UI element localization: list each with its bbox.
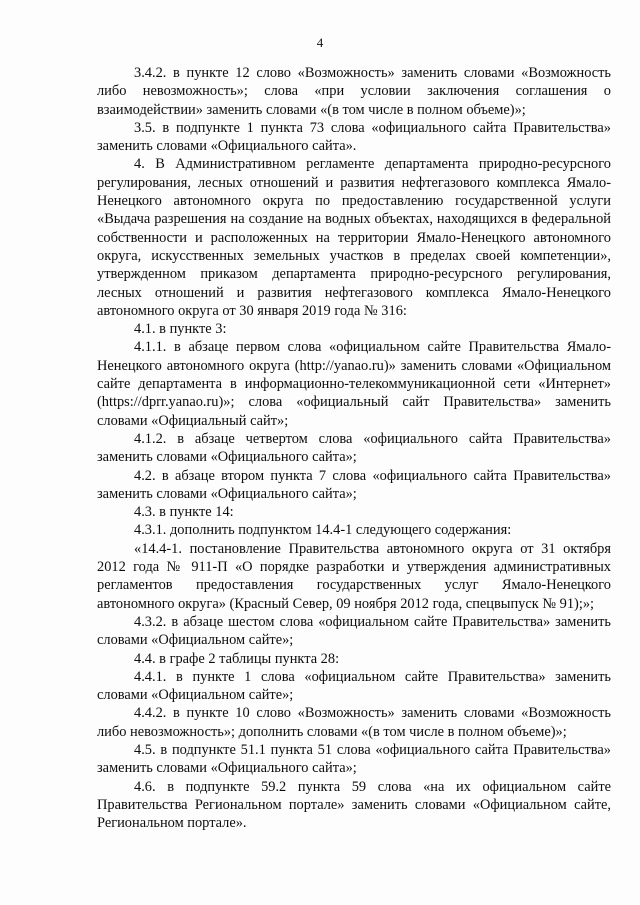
paragraph-4-3-1: 4.3.1. дополнить подпунктом 14.4-1 следующего содержания:: [134, 522, 512, 539]
paragraph-4-6: 4.6. в подпункте 59.2 пункта 59 слова «на их официальном сайте Правительства Региональном портале» заменить словами «Официальном сайте, Региональном портале».: [97, 778, 611, 832]
document-body: [97, 64, 611, 832]
paragraph-4-1-1: 4.1.1. в абзаце первом слова «официальном сайте Правительства Ямало-Ненецкого автономного округа (http://yanao.ru)» заменить словами «Официальном сайте департамента в информационно-телекоммуникационной сети «Интернет» (https://dprr.yanao.ru)»; слова «официальный сайт Правительства» заменить словами «Официальный сайт»;: [97, 339, 611, 429]
paragraph-4-3: 4.3. в пункте 14:: [134, 504, 234, 521]
paragraph-3-5: 3.5. в подпункте 1 пункта 73 слова «официального сайта Правительства» заменить словами «Официального сайта».: [97, 119, 611, 155]
paragraph-4-1-2: 4.1.2. в абзаце четвертом слова «официального сайта Правительства» заменить словами «Официального сайта»;: [97, 430, 611, 466]
paragraph-4-5: 4.5. в подпункте 51.1 пункта 51 слова «официального сайта Правительства» заменить словами «Официального сайта»;: [97, 741, 611, 777]
page-number: 4: [316, 35, 324, 50]
paragraph-4: 4. В Административном регламенте департамента природно-ресурсного регулирования, лесных отношений и развития нефтегазового комплекса Ямало-Ненецкого автономного округа по предоставлению государственной услуги «Выдача разрешения на создание на водных объектах, находящихся в федеральной собственности и расположенных на территории Ямало-Ненецкого автономного округа, искусственных земельных участков в пределах своей компетенции», утвержденном приказом департамента природно-ресурсного регулирования, лесных отношений и развития нефтегазового комплекса Ямало-Ненецкого автономного округа от 30 января 2019 года № 316:: [97, 156, 611, 319]
paragraph-4-4-1: 4.4.1. в пункте 1 слова «официальном сайте Правительства» заменить словами «Официальном сайте»;: [97, 668, 611, 704]
paragraph-4-1: 4.1. в пункте 3:: [134, 321, 227, 338]
paragraph-14-4-1-quote: «14.4-1. постановление Правительства автономного округа от 31 октября 2012 года № 911-П «О порядке разработки и утверждения административных регламентов предоставления государственных услуг Ямало-Ненецкого автономного округа» (Красный Север, 09 ноября 2012 года, спецвыпуск № 91);»;: [97, 540, 611, 612]
paragraph-4-2: 4.2. в абзаце втором пункта 7 слова «официального сайта Правительства» заменить словами «Официального сайта»;: [97, 467, 611, 502]
paragraph-4-3-2: 4.3.2. в абзаце шестом слова «официальном сайте Правительства» заменить словами «Официальном сайте»;: [97, 613, 611, 649]
paragraph-4-4-2: 4.4.2. в пункте 10 слово «Возможность» заменить словами «Возможность либо невозможность»; дополнить словами «(в том числе в полном объеме)»;: [97, 705, 611, 740]
paragraph-4-4: 4.4. в графе 2 таблицы пункта 28:: [134, 650, 340, 667]
paragraph-3-4-2: 3.4.2. в пункте 12 слово «Возможность» заменить словами «Возможность либо невозможность»; слова «при условии заключения соглашения о взаимодействии» заменить словами «(в том числе в полном объеме)»;: [97, 65, 611, 118]
